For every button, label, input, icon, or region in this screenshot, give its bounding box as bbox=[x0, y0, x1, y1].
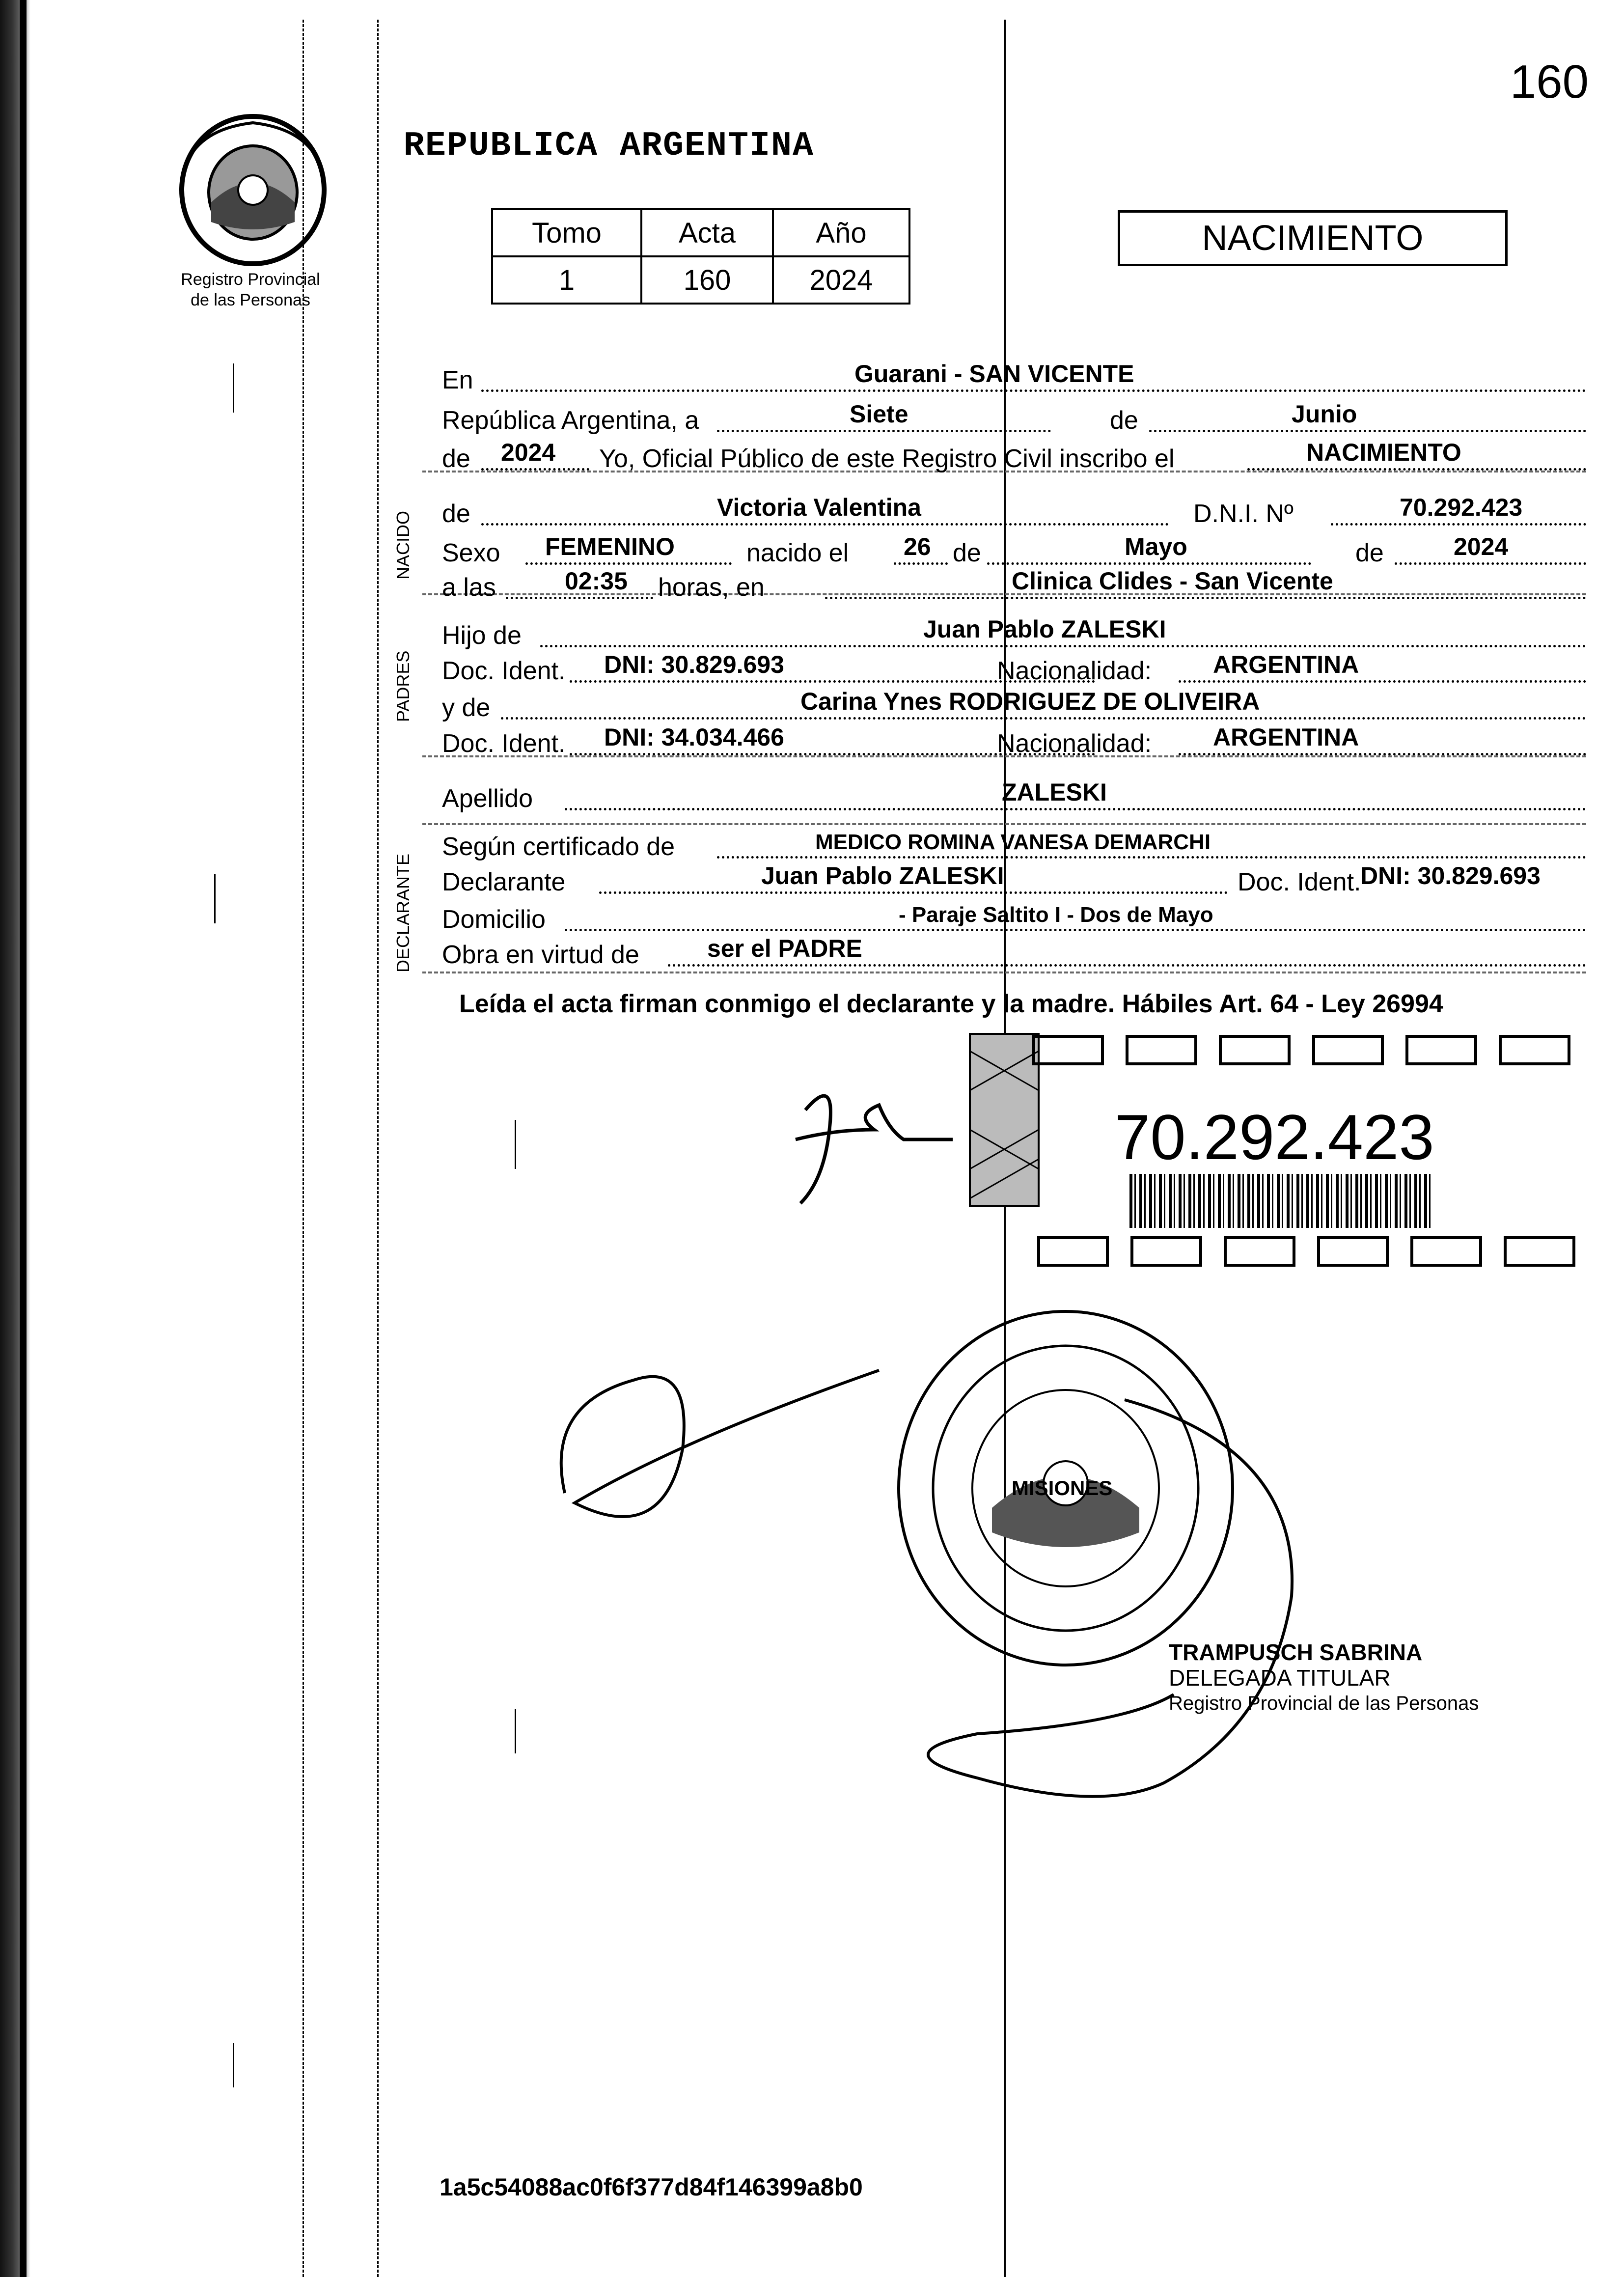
label-docident: Doc. Ident. bbox=[442, 729, 566, 758]
label-sexo: Sexo bbox=[442, 539, 500, 567]
value-declarante: Juan Pablo ZALESKI bbox=[761, 862, 1004, 889]
table-cell: 160 bbox=[641, 256, 773, 304]
form-row-apellido bbox=[442, 778, 1586, 813]
value-sexo: FEMENINO bbox=[545, 533, 675, 560]
value-hora: 02:35 bbox=[565, 567, 628, 595]
table-header: Acta bbox=[641, 209, 773, 256]
section-label-declarante: DECLARANTE bbox=[393, 853, 413, 972]
dotted-line bbox=[894, 562, 948, 565]
scan-mark bbox=[233, 2043, 234, 2087]
dotted-line bbox=[481, 468, 589, 471]
dotted-line bbox=[1179, 753, 1586, 755]
value-nombre: Victoria Valentina bbox=[717, 494, 921, 521]
form-row-year bbox=[442, 441, 1586, 473]
official-role: DELEGADA TITULAR bbox=[1169, 1665, 1391, 1691]
section-label-padres: PADRES bbox=[393, 650, 413, 722]
table-cell: 1 bbox=[492, 256, 641, 304]
label-yde: y de bbox=[442, 694, 491, 722]
form-row-madre-doc bbox=[442, 723, 1586, 758]
dotted-line bbox=[1395, 562, 1586, 565]
label-nacido-de2: de bbox=[1355, 539, 1384, 567]
form-row-domicilio bbox=[442, 902, 1586, 934]
dotted-line bbox=[565, 929, 1586, 931]
value-madre-doc: DNI: 34.034.466 bbox=[604, 723, 784, 751]
value-domicilio: - Paraje Saltito I - Dos de Mayo bbox=[899, 903, 1213, 927]
dotted-line bbox=[599, 891, 1228, 894]
table-header: Año bbox=[773, 209, 909, 256]
form-row-declarante bbox=[442, 864, 1586, 897]
dotted-line bbox=[506, 597, 653, 599]
label-de: de bbox=[1110, 406, 1138, 435]
label-dni: D.N.I. Nº bbox=[1193, 500, 1294, 528]
label-nacido-de: de bbox=[953, 539, 981, 567]
value-place: Guarani - SAN VICENTE bbox=[854, 360, 1134, 388]
form-row-date bbox=[442, 400, 1586, 435]
scan-binding-strip bbox=[20, 0, 27, 2277]
label-domicilio: Domicilio bbox=[442, 905, 546, 934]
value-inscribo: NACIMIENTO bbox=[1306, 439, 1461, 466]
value-nacido-day: 26 bbox=[904, 533, 931, 560]
dotted-line bbox=[987, 562, 1311, 565]
signature-icon bbox=[535, 1351, 1321, 1817]
form-row-hora bbox=[442, 567, 1586, 602]
dotted-line bbox=[540, 645, 1586, 647]
dotted-line bbox=[565, 808, 1586, 810]
dotted-line bbox=[1247, 468, 1586, 471]
label-declarante: Declarante bbox=[442, 868, 566, 896]
label-republica: República Argentina, a bbox=[442, 406, 699, 435]
value-obra: ser el PADRE bbox=[707, 935, 862, 962]
section-label-nacido: NACIDO bbox=[393, 510, 413, 580]
form-row-sexo bbox=[442, 535, 1586, 568]
label-apellido: Apellido bbox=[442, 784, 533, 813]
scan-dashed-line bbox=[377, 20, 379, 2277]
value-day: Siete bbox=[850, 400, 908, 428]
scan-dashed-line bbox=[303, 20, 304, 2277]
label-hijo: Hijo de bbox=[442, 621, 522, 650]
dotted-line bbox=[1179, 680, 1586, 683]
barcode-icon bbox=[1129, 1174, 1434, 1228]
registry-caption bbox=[167, 269, 334, 310]
value-apellido: ZALESKI bbox=[1002, 778, 1107, 806]
section-divider bbox=[422, 823, 1586, 825]
dotted-line bbox=[501, 717, 1586, 720]
dotted-line bbox=[481, 389, 1586, 392]
value-lugar: Clinica Clides - San Vicente bbox=[1012, 567, 1333, 595]
dotted-line bbox=[1149, 430, 1586, 432]
value-year: 2024 bbox=[501, 439, 556, 466]
document-title: REPUBLICA ARGENTINA bbox=[403, 127, 815, 166]
dotted-line bbox=[717, 430, 1051, 432]
page-number: 160 bbox=[1510, 56, 1589, 108]
value-nacido-month: Mayo bbox=[1125, 533, 1187, 560]
signature-official bbox=[535, 1351, 1321, 1817]
stamp-dni-number: 70.292.423 bbox=[1115, 1101, 1434, 1173]
signature-declarante bbox=[776, 1066, 972, 1223]
table-header: Tomo bbox=[492, 209, 641, 256]
value-padre-doc: DNI: 30.829.693 bbox=[604, 651, 784, 678]
label-yo: Yo, Oficial Público de este Registro Civil inscribo el bbox=[599, 444, 1175, 473]
label-nacido: nacido el bbox=[746, 539, 849, 567]
value-padre: Juan Pablo ZALESKI bbox=[923, 615, 1166, 643]
dotted-line bbox=[717, 856, 1586, 859]
scan-mark bbox=[515, 1709, 516, 1753]
record-type-box: NACIMIENTO bbox=[1118, 210, 1508, 266]
label-obra: Obra en virtud de bbox=[442, 941, 639, 969]
registry-caption-line2: de las Personas bbox=[191, 291, 310, 309]
form-row-name bbox=[442, 496, 1586, 528]
label-certificado: Según certificado de bbox=[442, 833, 675, 861]
signature-icon bbox=[776, 1066, 972, 1223]
label-declarante-doc: Doc. Ident. bbox=[1238, 868, 1361, 896]
volume-table bbox=[491, 208, 910, 305]
label-horas-en: horas, en bbox=[658, 573, 765, 602]
value-dni: 70.292.423 bbox=[1400, 494, 1523, 521]
label-docident: Doc. Ident. bbox=[442, 657, 566, 685]
value-nacido-year: 2024 bbox=[1454, 533, 1509, 560]
dotted-line bbox=[668, 964, 1586, 967]
legal-text: Leída el acta firman conmigo el declarante y la madre. Hábiles Art. 64 - Ley 26994 bbox=[459, 990, 1443, 1018]
form-row-obra bbox=[442, 937, 1586, 970]
value-padre-nac: ARGENTINA bbox=[1213, 651, 1359, 678]
label-alas: a las bbox=[442, 573, 496, 602]
label-year-de: de bbox=[442, 444, 470, 473]
form-row-padre-doc bbox=[442, 653, 1586, 686]
value-certificado: MEDICO ROMINA VANESA DEMARCHI bbox=[815, 830, 1211, 854]
seal-inner-text: MISIONES bbox=[1012, 1476, 1113, 1499]
dotted-line bbox=[525, 562, 732, 565]
official-org: Registro Provincial de las Personas bbox=[1169, 1693, 1479, 1714]
scan-mark bbox=[214, 874, 216, 923]
value-declarante-doc: DNI: 30.829.693 bbox=[1360, 862, 1541, 889]
label-en: En bbox=[442, 366, 473, 394]
label-nacionalidad: Nacionalidad: bbox=[997, 729, 1152, 758]
registry-caption-line1: Registro Provincial bbox=[181, 270, 320, 289]
official-block bbox=[1169, 1639, 1479, 1716]
scan-mark bbox=[233, 363, 234, 413]
dotted-line bbox=[825, 597, 1586, 599]
dotted-line bbox=[1331, 523, 1586, 526]
form-row-madre bbox=[442, 690, 1586, 722]
value-month: Junio bbox=[1292, 400, 1357, 428]
form-row-certificado bbox=[442, 829, 1586, 861]
dotted-line bbox=[481, 523, 1169, 526]
value-madre-nac: ARGENTINA bbox=[1213, 723, 1359, 751]
label-nombre-de: de bbox=[442, 500, 470, 528]
official-name: TRAMPUSCH SABRINA bbox=[1169, 1639, 1423, 1665]
value-madre: Carina Ynes RODRIGUEZ DE OLIVEIRA bbox=[800, 688, 1260, 715]
label-nacionalidad: Nacionalidad: bbox=[997, 657, 1152, 685]
form-row-en bbox=[442, 362, 1586, 395]
scan-mark bbox=[515, 1120, 516, 1169]
table-cell: 2024 bbox=[773, 256, 909, 304]
section-divider bbox=[422, 972, 1586, 973]
form-row-padre bbox=[442, 615, 1586, 650]
document-hash: 1a5c54088ac0f6f377d84f146399a8b0 bbox=[440, 2173, 863, 2201]
